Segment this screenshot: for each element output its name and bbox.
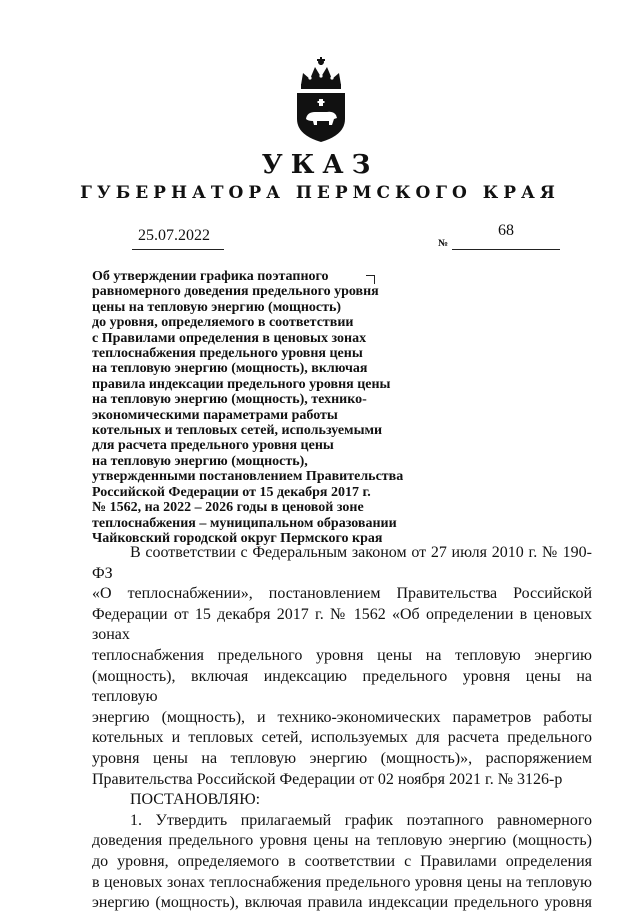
subject-line: для расчета предельного уровня цены xyxy=(92,438,334,454)
body-line: (мощность), включая индексацию предельного уровня цены на тепловую xyxy=(92,667,592,706)
body-line: «О теплоснабжении», постановлением Правительства Российской xyxy=(92,585,592,603)
decree-word: ПОСТАНОВЛЯЮ: xyxy=(130,791,261,809)
subject-line: на тепловую энергию (мощность), включая xyxy=(92,361,368,377)
document-body xyxy=(92,543,592,914)
subject-line: утвержденными постановлением Правительства xyxy=(92,469,404,485)
subject-line: до уровня, определяемого в соответствии xyxy=(92,315,354,331)
subject-line: равномерного доведения предельного уровня xyxy=(92,284,379,300)
subject-line: Чайковский городской округ Пермского края xyxy=(92,530,383,546)
subject-line: цены на тепловую энергию (мощность) xyxy=(92,299,342,315)
subject-line: на тепловую энергию (мощность), технико- xyxy=(92,392,367,408)
body-line: в ценовых зонах теплоснабжения предельного уровня цены на тепловую xyxy=(92,873,592,891)
number-underline xyxy=(452,249,560,250)
date-underline xyxy=(132,249,224,250)
body-line: котельных и тепловых сетей, используемых для расчета предельного xyxy=(92,729,592,747)
body-line: до уровня, определяемого в соответствии с Правилами определения xyxy=(92,852,592,870)
document-title: УКАЗ xyxy=(261,150,379,180)
body-line: Правительства Российской Федерации от 02 ноября 2021 г. № 3126-р xyxy=(92,770,563,788)
body-line: В соответствии с Федеральным законом от 27 июля 2010 г. № 190-ФЗ xyxy=(92,544,592,582)
number-sign: № xyxy=(438,238,449,249)
subject-block xyxy=(92,269,452,546)
body-line: энергию (мощность), включая правила индексации предельного уровня xyxy=(92,894,592,912)
subject-line: № 1562, на 2022 – 2026 годы в ценовой зоне xyxy=(92,500,364,516)
subject-line: Российской Федерации от 15 декабря 2017 г. xyxy=(92,484,371,500)
shield-icon xyxy=(297,93,345,142)
subject-line: котельных и тепловых сетей, используемыми xyxy=(92,423,383,439)
body-line: теплоснабжения предельного уровня цены на тепловую энергию xyxy=(92,646,592,664)
subject-line: правила индексации предельного уровня цены xyxy=(92,376,391,392)
subject-line: теплоснабжения предельного уровня цены xyxy=(92,346,363,362)
subject-line: на тепловую энергию (мощность), xyxy=(92,453,308,469)
document-number: 68 xyxy=(498,222,514,239)
subject-line: экономическими параметрами работы xyxy=(92,407,338,423)
subject-line: теплоснабжения – муниципальном образовании xyxy=(92,515,397,531)
body-line: Федерации от 15 декабря 2017 г. № 1562 «Об определении в ценовых зонах xyxy=(92,605,592,644)
document-date: 25.07.2022 xyxy=(138,227,210,244)
body-line: уровня цены на тепловую энергию (мощность)», распоряжением xyxy=(92,749,592,767)
subject-line: Об утверждении графика поэтапного xyxy=(92,269,329,284)
coat-of-arms-emblem xyxy=(293,55,349,143)
body-line: 1. Утвердить прилагаемый график поэтапного равномерного xyxy=(130,811,592,829)
crown-icon xyxy=(301,57,341,89)
body-line: энергию (мощность), и технико-экономических параметров работы xyxy=(92,708,592,726)
body-line: доведения предельного уровня цены на тепловую энергию (мощность) xyxy=(92,832,592,850)
subject-line: с Правилами определения в ценовых зонах xyxy=(92,330,367,346)
document-subtitle: ГУБЕРНАТОРА ПЕРМСКОГО КРАЯ xyxy=(80,183,560,203)
